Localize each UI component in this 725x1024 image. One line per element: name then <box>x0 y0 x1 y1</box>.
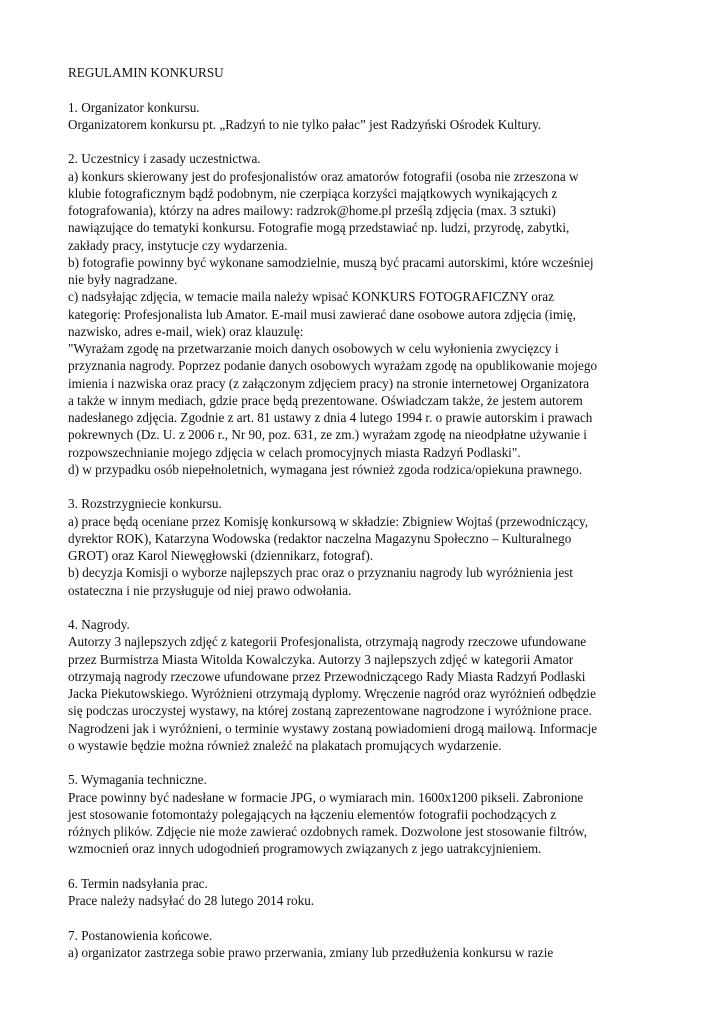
paragraph-line: a) organizator zastrzega sobie prawo przerwania, zmiany lub przedłużenia konkursu w razie <box>68 944 554 960</box>
section-organizer <box>68 99 668 134</box>
paragraph-line: jest stosowanie fotomontaży polegających na łączeniu elementów fotografii pochodzących z <box>68 806 557 822</box>
paragraph-line: "Wyrażam zgodę na przetwarzanie moich danych osobowych w celu wyłonienia zwycięzcy i <box>68 341 559 356</box>
paragraph-line: GROT) oraz Karol Niewęgłowski (dziennikarz, fotograf). <box>68 548 374 563</box>
section-judging <box>68 495 668 599</box>
paragraph-line: Prace należy nadsyłać do 28 lutego 2014 roku. <box>68 893 315 908</box>
paragraph-line: a także w innym mediach, gdzie prace będą prezentowane. Oświadczam także, że jestem autorem <box>68 392 583 408</box>
paragraph-line: o wystawie będzie można również znaleźć na plakatach promujących wydarzenie. <box>68 737 502 753</box>
section-heading: 5. Wymagania techniczne. <box>68 772 207 788</box>
paragraph-line: różnych plików. Zdjęcie nie może zawierać ozdobnych ramek. Dozwolone jest stosowanie filtrów, <box>68 824 588 839</box>
paragraph-line: nazwisko, adres e-mail, wiek) oraz klauzulę: <box>68 323 304 339</box>
paragraph-line: zakłady pracy, instytucje czy wydarzenia. <box>68 237 288 253</box>
spacer <box>68 754 668 771</box>
section-deadline <box>68 875 668 910</box>
paragraph-line: nie były nagradzane. <box>68 272 178 287</box>
paragraph-line: przyznania nagrody. Poprzez podanie danych osobowych wyrażam zgodę na opublikowanie mojego <box>68 358 598 374</box>
paragraph-line: klubie fotograficznym bądź podobnym, nie czerpiąca korzyści majątkowych wynikających z <box>68 185 558 201</box>
paragraph-line: Organizatorem konkursu pt. „Radzyń to nie tylko pałac” jest Radzyński Ośrodek Kultury. <box>68 116 542 132</box>
paragraph-line: przez Burmistrza Miasta Witolda Kowalczyka. Autorzy 3 najlepszych zdjęć w kategorii Amator <box>68 651 574 667</box>
paragraph-line: nadesłanego zdjęcia. Zgodnie z art. 81 ustawy z dnia 4 lutego 1994 r. o prawie autorskim i prawach <box>68 410 593 425</box>
paragraph-line: Jacka Piekutowskiego. Wyróżnieni otrzymają dyplomy. Wręczenie nagród oraz wyróżnień odbędzie <box>68 686 596 701</box>
paragraph-line: b) decyzja Komisji o wyborze najlepszych prac oraz o przyznaniu nagrody lub wyróżnienia jest <box>68 565 573 581</box>
paragraph-line: pokrewnych (Dz. U. z 2006 r., Nr 90, poz. 631, ze zm.) wyrażam zgodę na nieodpłatne używanie i <box>68 427 587 443</box>
paragraph-line: Nagrodzeni jak i wyróżnieni, o terminie wystawy zostaną powiadomieni drogą mailową. Informacje <box>68 720 598 736</box>
spacer <box>68 599 668 616</box>
section-technical-requirements <box>68 771 668 857</box>
document-page <box>68 64 668 961</box>
section-heading: 6. Termin nadsyłania prac. <box>68 875 208 891</box>
spacer <box>68 478 668 495</box>
section-heading: 4. Nagrody. <box>68 617 130 632</box>
section-heading: 7. Postanowienia końcowe. <box>68 927 213 943</box>
spacer <box>68 133 668 150</box>
spacer <box>68 81 668 98</box>
paragraph-line: b) fotografie powinny być wykonane samodzielnie, muszą być pracami autorskimi, które wcześniej <box>68 254 594 270</box>
section-heading: 2. Uczestnicy i zasady uczestnictwa. <box>68 151 261 167</box>
paragraph-line: Autorzy 3 najlepszych zdjęć z kategorii Profesjonalista, otrzymają nagrody rzeczowe ufundowane <box>68 634 587 650</box>
section-participants <box>68 150 668 478</box>
section-prizes <box>68 616 668 754</box>
paragraph-line: ostateczna i nie przysługuje od niej prawo odwołania. <box>68 582 352 598</box>
paragraph-line: fotografowania), którzy na adres mailowy: radzrok@home.pl prześlą zdjęcia (max. 3 sztuki) <box>68 203 556 218</box>
document-title: REGULAMIN KONKURSU <box>68 65 224 80</box>
section-heading: 3. Rozstrzygniecie konkursu. <box>68 496 222 512</box>
paragraph-line: otrzymają nagrody rzeczowe ufundowane przez Przewodniczącego Rady Miasta Radzyń Podlaski <box>68 668 586 684</box>
paragraph-line: a) prace będą oceniane przez Komisję konkursową w składzie: Zbigniew Wojtaś (przewodniczący, <box>68 513 588 529</box>
paragraph-line: dyrektor ROK), Katarzyna Wodowska (redaktor naczelna Magazynu Społeczno – Kulturalnego <box>68 530 572 546</box>
paragraph-line: się podczas uroczystej wystawy, na której zostaną zaprezentowane nagrodzone i wyróżnione prace. <box>68 703 592 719</box>
paragraph-line: d) w przypadku osób niepełnoletnich, wymagana jest również zgoda rodzica/opiekuna prawnego. <box>68 461 583 477</box>
section-heading: 1. Organizator konkursu. <box>68 99 200 115</box>
paragraph-line: c) nadsyłając zdjęcia, w temacie maila należy wpisać KONKURS FOTOGRAFICZNY oraz <box>68 289 554 305</box>
paragraph-line: wzmocnień oraz innych udogodnień programowych związanych z jego uatrakcyjnieniem. <box>68 841 542 857</box>
paragraph-line: nawiązujące do tematyki konkursu. Fotografie mogą przedstawiać np. ludzi, przyrodę, zabytki, <box>68 220 570 236</box>
paragraph-line: Prace powinny być nadesłane w formacie JPG, o wymiarach min. 1600x1200 pikseli. Zabronione <box>68 789 584 805</box>
paragraph-line: rozpowszechnianie mojego zdjęcia w celach promocyjnych miasta Radzyń Podlaski". <box>68 444 521 460</box>
spacer <box>68 909 668 926</box>
paragraph-line: kategorię: Profesjonalista lub Amator. E-mail musi zawierać dane osobowe autora zdjęcia (imię, <box>68 306 576 322</box>
section-final-provisions <box>68 927 668 962</box>
spacer <box>68 858 668 875</box>
paragraph-line: a) konkurs skierowany jest do profesjonalistów oraz amatorów fotografii (osoba nie zrzeszona w <box>68 168 579 184</box>
paragraph-line: imienia i nazwiska oraz pracy (z załączonym zdjęciem pracy) na stronie internetowej Organizatora <box>68 375 590 391</box>
